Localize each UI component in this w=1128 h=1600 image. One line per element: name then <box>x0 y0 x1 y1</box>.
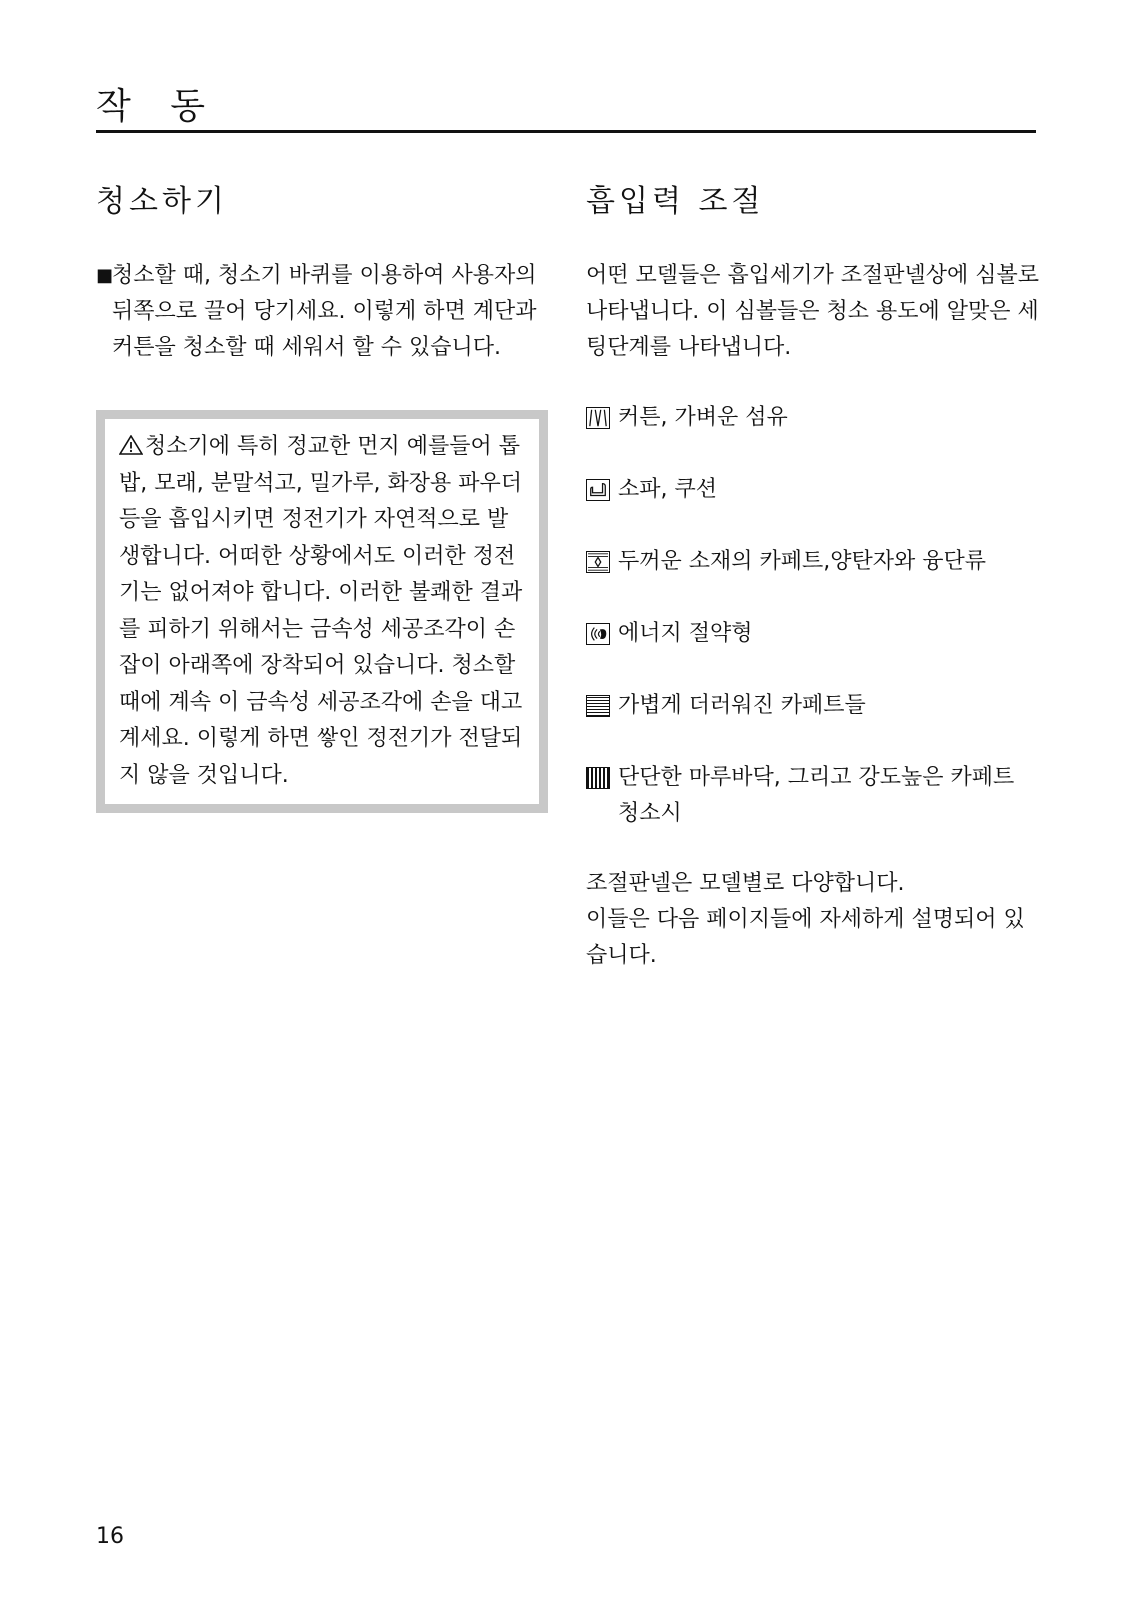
panel-note-line1: 조절판넬은 모델별로 다양합니다. <box>586 871 905 896</box>
panel-note <box>586 866 1042 974</box>
page-title: 작 동 <box>96 86 219 127</box>
setting-label: 가볍게 더러워진 카페트들 <box>618 693 866 718</box>
setting-label: 단단한 마루바닥, 그리고 강도높은 카페트 청소시 <box>618 765 1015 826</box>
cleaning-bullet-text: 청소할 때, 청소기 바퀴를 이용하여 사용자의 뒤쪽으로 끌어 당기세요. 이렇게 하면 계단과 커튼을 청소할 때 세워서 할 수 있습니다. <box>112 263 537 360</box>
warning-box <box>96 410 548 813</box>
setting-label: 에너지 절약형 <box>618 621 753 646</box>
bullet-square-icon: ■ <box>96 265 114 286</box>
page-number: 16 <box>96 1524 124 1549</box>
curtain-icon <box>586 407 610 429</box>
warning-paragraph <box>119 429 527 794</box>
panel-note-line2: 이들은 다음 페이지들에 자세하게 설명되어 있습니다. <box>586 907 1025 968</box>
setting-thick-carpet <box>586 544 1042 580</box>
sofa-icon <box>586 479 610 501</box>
cleaning-bullet <box>96 258 548 366</box>
setting-sofa <box>586 472 1042 508</box>
warning-triangle-icon <box>119 431 143 451</box>
title-rule <box>96 130 1036 133</box>
suction-heading: 흡입력 조절 <box>586 184 765 219</box>
light-carpet-icon <box>586 695 610 717</box>
left-column <box>96 176 548 813</box>
setting-hard-floor <box>586 760 1042 832</box>
energy-saving-icon <box>586 623 610 645</box>
setting-energy <box>586 616 1042 652</box>
setting-label: 소파, 쿠션 <box>618 477 717 502</box>
thick-carpet-icon <box>586 551 610 573</box>
setting-label: 커튼, 가벼운 섬유 <box>618 405 788 430</box>
setting-light-carpet <box>586 688 1042 724</box>
cleaning-heading: 청소하기 <box>96 184 228 219</box>
right-column <box>586 176 1042 974</box>
warning-text: 청소기에 특히 정교한 먼지 예를들어 톱밥, 모래, 분말석고, 밀가루, 화장용 파우더 등을 흡입시키면 정전기가 자연적으로 발생합니다. 어떠한 상황에서도 이러한 정전기는 없어져야 합니다. 이러한 불쾌한 결과를 피하기 위해서는 금속성 세공조각이 손잡이 아래쪽에 장착되어 있습니다. 청소할 때에 계속 이 금속성 세공조각에 손을 대고 계세요. 이렇게 하면 쌓인 정전기가 전달되지 않을 것입니다. <box>119 434 523 788</box>
hard-floor-icon <box>586 767 610 789</box>
setting-label: 두꺼운 소재의 카페트,양탄자와 융단류 <box>618 549 987 574</box>
suction-intro: 어떤 모델들은 흡입세기가 조절판넬상에 심볼로 나타냅니다. 이 심볼들은 청소 용도에 알맞은 세팅단계를 나타냅니다. <box>586 263 1040 360</box>
setting-curtain <box>586 400 1042 436</box>
